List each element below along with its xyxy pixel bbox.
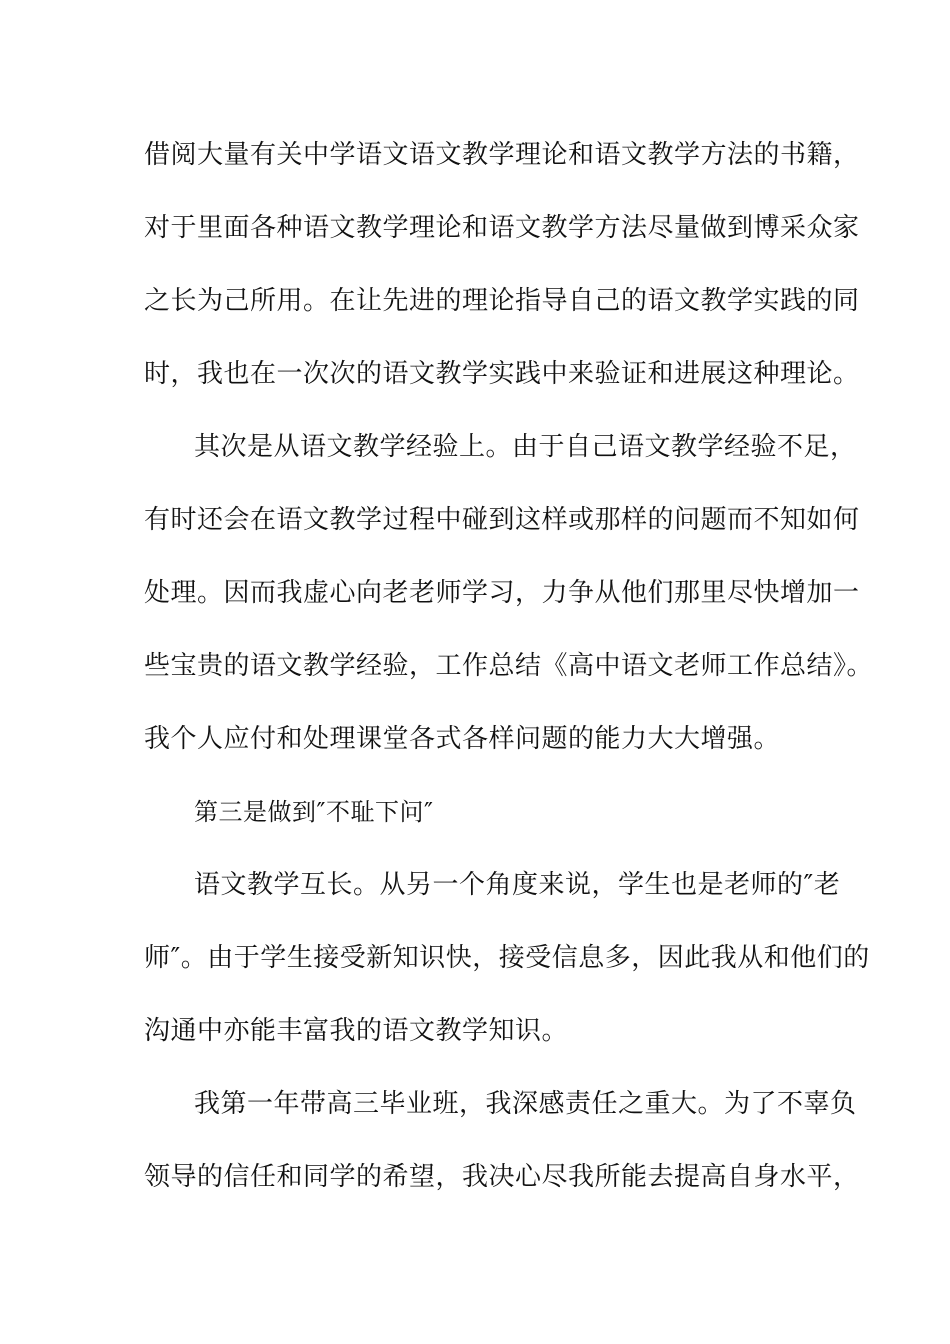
text-line: 有时还会在语文教学过程中碰到这样或那样的问题而不知如何 [144,505,860,535]
paragraph-start-line: 语文教学互长。从另一个角度来说，学生也是老师的″老 [194,870,841,900]
text-line: 时，我也在一次次的语文教学实践中来验证和进展这种理论。 [144,359,860,389]
paragraph-start-line: 其次是从语文教学经验上。由于自己语文教学经验不足， [194,432,857,462]
text-line: 处理。因而我虚心向老老师学习，力争从他们那里尽快增加一 [144,578,860,608]
paragraph-start-line: 第三是做到″不耻下问″ [194,798,434,826]
text-line: 我个人应付和处理课堂各式各样问题的能力大大增强。 [144,724,781,754]
text-line: 些宝贵的语文教学经验，工作总结《高中语文老师工作总结》。 [144,651,874,681]
text-line: 对于里面各种语文教学理论和语文教学方法尽量做到博采众家 [144,213,860,243]
text-line: 领导的信任和同学的希望，我决心尽我所能去提高自身水平， [144,1162,860,1192]
text-line: 借阅大量有关中学语文语文教学理论和语文教学方法的书籍， [144,140,860,170]
text-line: 师″。由于学生接受新知识快，接受信息多，因此我从和他们的 [144,943,870,973]
text-line: 之长为己所用。在让先进的理论指导自己的语文教学实践的同 [144,286,860,316]
text-line: 沟通中亦能丰富我的语文教学知识。 [144,1016,569,1046]
paragraph-start-line: 我第一年带高三毕业班，我深感责任之重大。为了不辜负 [194,1089,857,1119]
